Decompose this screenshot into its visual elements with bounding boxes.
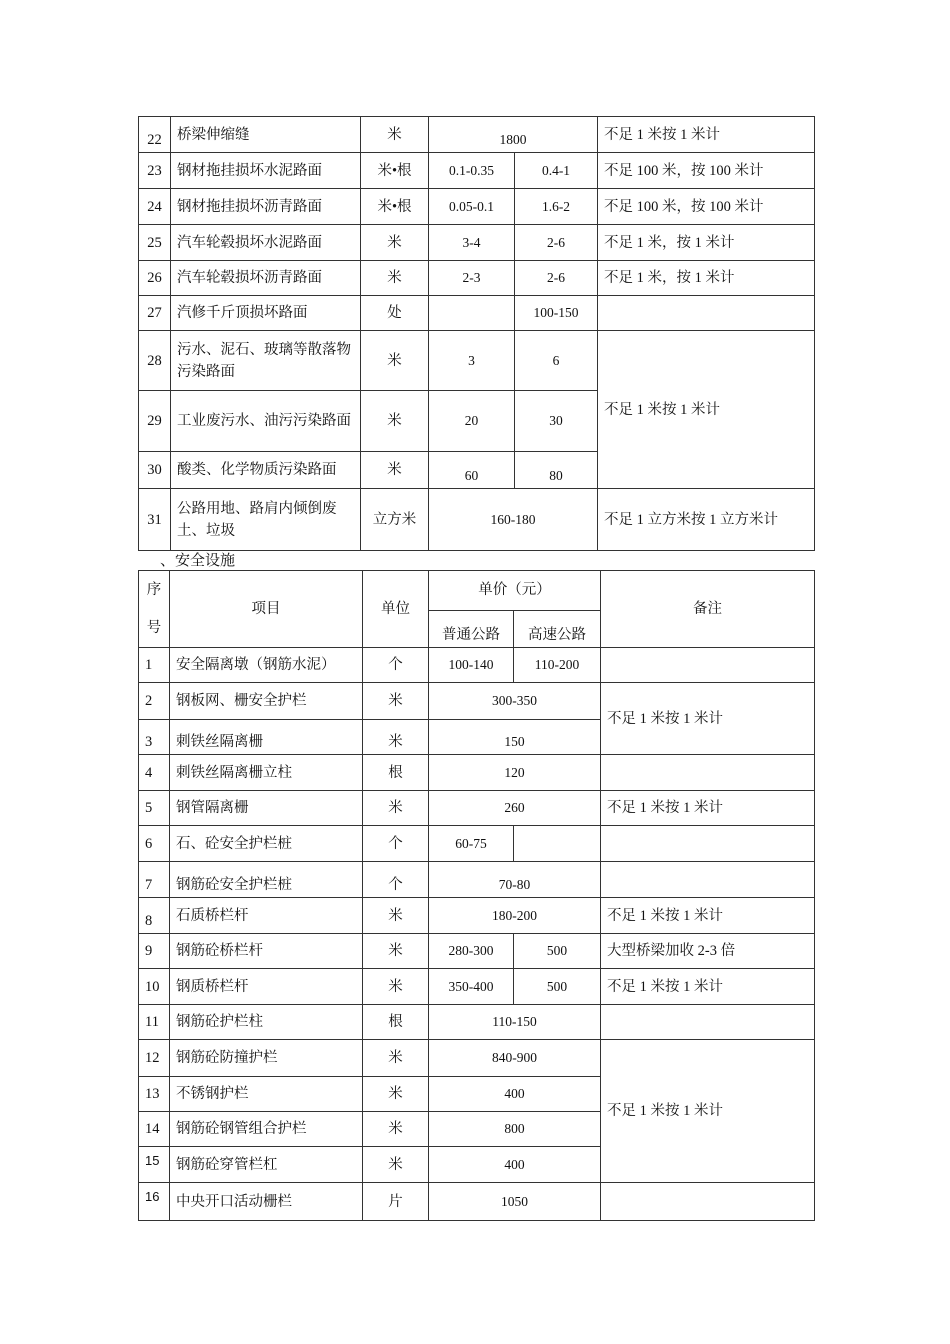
row-number: 15 — [139, 1147, 170, 1183]
price-merged: 120 — [429, 755, 601, 791]
item-name: 钢筋砼护栏柱 — [170, 1005, 363, 1040]
unit: 立方米 — [361, 489, 429, 551]
unit: 米 — [363, 1040, 429, 1077]
price-normal: 2-3 — [429, 261, 515, 296]
note — [601, 1005, 815, 1040]
row-number: 6 — [139, 826, 170, 862]
row-number: 13 — [139, 1077, 170, 1112]
price-highway: 100-150 — [515, 296, 598, 331]
table-row — [139, 261, 815, 296]
item-name: 汽车轮毂损坏沥青路面 — [171, 261, 361, 296]
table-row — [139, 1040, 815, 1077]
header-normal-road: 普通公路 — [429, 610, 514, 647]
note: 不足 100 米，按 100 米计 — [598, 189, 815, 225]
row-number: 14 — [139, 1112, 170, 1147]
table-row — [139, 755, 815, 791]
note-merged: 不足 1 米按 1 米计 — [601, 1040, 815, 1183]
note: 不足 1 米，按 1 米计 — [598, 225, 815, 261]
note — [601, 1183, 815, 1221]
unit: 处 — [361, 296, 429, 331]
header-no — [139, 571, 170, 648]
item-name: 钢筋砼钢管组合护栏 — [170, 1112, 363, 1147]
row-number: 23 — [139, 153, 171, 189]
row-number: 28 — [139, 331, 171, 391]
item-name: 不锈钢护栏 — [170, 1077, 363, 1112]
unit: 米•根 — [361, 189, 429, 225]
table-row — [139, 683, 815, 720]
item-name: 钢材拖挂损坏水泥路面 — [171, 153, 361, 189]
price-normal: 3 — [429, 331, 515, 391]
price-highway: 2-6 — [515, 225, 598, 261]
price-highway: 110-200 — [514, 648, 601, 683]
row-number: 2 — [139, 683, 170, 720]
row-number: 29 — [139, 391, 171, 452]
note — [601, 755, 815, 791]
row-number: 12 — [139, 1040, 170, 1077]
table-row — [139, 296, 815, 331]
price-merged: 400 — [429, 1077, 601, 1112]
note-merged: 不足 1 米按 1 米计 — [601, 683, 815, 755]
unit: 米 — [363, 683, 429, 720]
row-number: 25 — [139, 225, 171, 261]
price-merged: 400 — [429, 1147, 601, 1183]
row-number: 16 — [139, 1183, 170, 1221]
price-table-road-damage — [138, 116, 815, 551]
note: 不足 1 米按 1 米计 — [601, 969, 815, 1005]
unit: 米 — [361, 261, 429, 296]
price-highway: 2-6 — [515, 261, 598, 296]
row-number: 5 — [139, 791, 170, 826]
unit: 米 — [363, 720, 429, 755]
price-highway: 0.4-1 — [515, 153, 598, 189]
item-name: 酸类、化学物质污染路面 — [171, 452, 361, 489]
price-merged: 1050 — [429, 1183, 601, 1221]
unit: 米 — [363, 1147, 429, 1183]
price-table-safety-facilities — [138, 570, 815, 1221]
unit: 根 — [363, 755, 429, 791]
price-merged: 260 — [429, 791, 601, 826]
item-name: 石、砼安全护栏桩 — [170, 826, 363, 862]
item-name: 钢质桥栏杆 — [170, 969, 363, 1005]
price-normal: 0.1-0.35 — [429, 153, 515, 189]
table-row — [139, 648, 815, 683]
note: 不足 1 立方米按 1 立方米计 — [598, 489, 815, 551]
table-row — [139, 189, 815, 225]
price-normal: 0.05-0.1 — [429, 189, 515, 225]
item-name: 汽车轮毂损坏水泥路面 — [171, 225, 361, 261]
item-name: 安全隔离墩（钢筋水泥） — [170, 648, 363, 683]
price-highway: 80 — [515, 452, 598, 489]
unit: 米 — [363, 934, 429, 969]
note: 不足 100 米，按 100 米计 — [598, 153, 815, 189]
price-normal: 60-75 — [429, 826, 514, 862]
price-highway: 500 — [514, 969, 601, 1005]
unit: 片 — [363, 1183, 429, 1221]
price-merged: 1800 — [429, 117, 598, 153]
table-row — [139, 153, 815, 189]
note: 不足 1 米按 1 米计 — [601, 898, 815, 934]
unit: 米 — [361, 117, 429, 153]
table-row — [139, 898, 815, 934]
row-number: 26 — [139, 261, 171, 296]
item-name: 钢筋砼安全护栏桩 — [170, 862, 363, 898]
row-number: 24 — [139, 189, 171, 225]
unit: 米•根 — [361, 153, 429, 189]
table-row — [139, 791, 815, 826]
unit: 米 — [361, 391, 429, 452]
item-name: 刺铁丝隔离栅立柱 — [170, 755, 363, 791]
header-unit: 单位 — [363, 571, 429, 648]
unit: 米 — [361, 331, 429, 391]
header-note: 备注 — [601, 571, 815, 648]
unit: 米 — [363, 791, 429, 826]
note-merged: 不足 1 米按 1 米计 — [598, 331, 815, 489]
row-number: 27 — [139, 296, 171, 331]
price-normal: 3-4 — [429, 225, 515, 261]
note — [601, 826, 815, 862]
item-name: 钢筋砼桥栏杆 — [170, 934, 363, 969]
item-name: 钢板网、栅安全护栏 — [170, 683, 363, 720]
unit: 个 — [363, 862, 429, 898]
table-row — [139, 969, 815, 1005]
price-normal: 60 — [429, 452, 515, 489]
price-merged: 800 — [429, 1112, 601, 1147]
section-heading: 、安全设施 — [160, 553, 236, 569]
price-merged: 150 — [429, 720, 601, 755]
note: 不足 1 米，按 1 米计 — [598, 261, 815, 296]
price-normal: 350-400 — [429, 969, 514, 1005]
row-number: 10 — [139, 969, 170, 1005]
row-number: 11 — [139, 1005, 170, 1040]
unit: 个 — [363, 648, 429, 683]
row-number: 31 — [139, 489, 171, 551]
item-name: 钢管隔离栅 — [170, 791, 363, 826]
price-merged: 160-180 — [429, 489, 598, 551]
item-name: 污水、泥石、玻璃等散落物污染路面 — [171, 331, 361, 391]
item-name: 钢筋砼防撞护栏 — [170, 1040, 363, 1077]
item-name: 公路用地、路肩内倾倒废土、垃圾 — [171, 489, 361, 551]
price-highway: 500 — [514, 934, 601, 969]
header-no-top: 序 — [146, 582, 162, 598]
table-row — [139, 1183, 815, 1221]
header-price: 单价（元） — [429, 571, 601, 611]
table-row — [139, 826, 815, 862]
header-item: 项目 — [170, 571, 363, 648]
price-normal — [429, 296, 515, 331]
note — [598, 296, 815, 331]
table-row — [139, 489, 815, 551]
item-name: 钢筋砼穿管栏杠 — [170, 1147, 363, 1183]
unit: 米 — [361, 225, 429, 261]
price-normal: 100-140 — [429, 648, 514, 683]
item-name: 工业废污水、油污污染路面 — [171, 391, 361, 452]
item-name: 钢材拖挂损坏沥青路面 — [171, 189, 361, 225]
item-name: 刺铁丝隔离栅 — [170, 720, 363, 755]
table-row — [139, 862, 815, 898]
unit: 米 — [363, 898, 429, 934]
note: 不足 1 米按 1 米计 — [601, 791, 815, 826]
price-highway: 1.6-2 — [515, 189, 598, 225]
unit: 米 — [363, 969, 429, 1005]
row-number: 9 — [139, 934, 170, 969]
unit: 根 — [363, 1005, 429, 1040]
table-row — [139, 1005, 815, 1040]
price-highway — [514, 826, 601, 862]
price-highway: 30 — [515, 391, 598, 452]
header-highway: 高速公路 — [514, 610, 601, 647]
price-merged: 840-900 — [429, 1040, 601, 1077]
table-row — [139, 225, 815, 261]
unit: 米 — [363, 1077, 429, 1112]
table-row — [139, 934, 815, 969]
unit: 米 — [361, 452, 429, 489]
price-highway: 6 — [515, 331, 598, 391]
price-merged: 300-350 — [429, 683, 601, 720]
price-normal: 280-300 — [429, 934, 514, 969]
header-row — [139, 571, 815, 611]
header-no-bottom: 号 — [146, 620, 162, 636]
item-name: 汽修千斤顶损坏路面 — [171, 296, 361, 331]
price-merged: 180-200 — [429, 898, 601, 934]
row-number: 22 — [139, 117, 171, 153]
item-name: 石质桥栏杆 — [170, 898, 363, 934]
note: 不足 1 米按 1 米计 — [598, 117, 815, 153]
unit: 米 — [363, 1112, 429, 1147]
table-row — [139, 117, 815, 153]
item-name: 中央开口活动栅栏 — [170, 1183, 363, 1221]
price-merged: 110-150 — [429, 1005, 601, 1040]
note: 大型桥梁加收 2-3 倍 — [601, 934, 815, 969]
row-number: 7 — [139, 862, 170, 898]
row-number: 3 — [139, 720, 170, 755]
row-number: 8 — [139, 898, 170, 934]
price-merged: 70-80 — [429, 862, 601, 898]
table-row — [139, 331, 815, 391]
note — [601, 648, 815, 683]
note — [601, 862, 815, 898]
row-number: 30 — [139, 452, 171, 489]
item-name: 桥梁伸缩缝 — [171, 117, 361, 153]
row-number: 4 — [139, 755, 170, 791]
unit: 个 — [363, 826, 429, 862]
price-normal: 20 — [429, 391, 515, 452]
row-number: 1 — [139, 648, 170, 683]
